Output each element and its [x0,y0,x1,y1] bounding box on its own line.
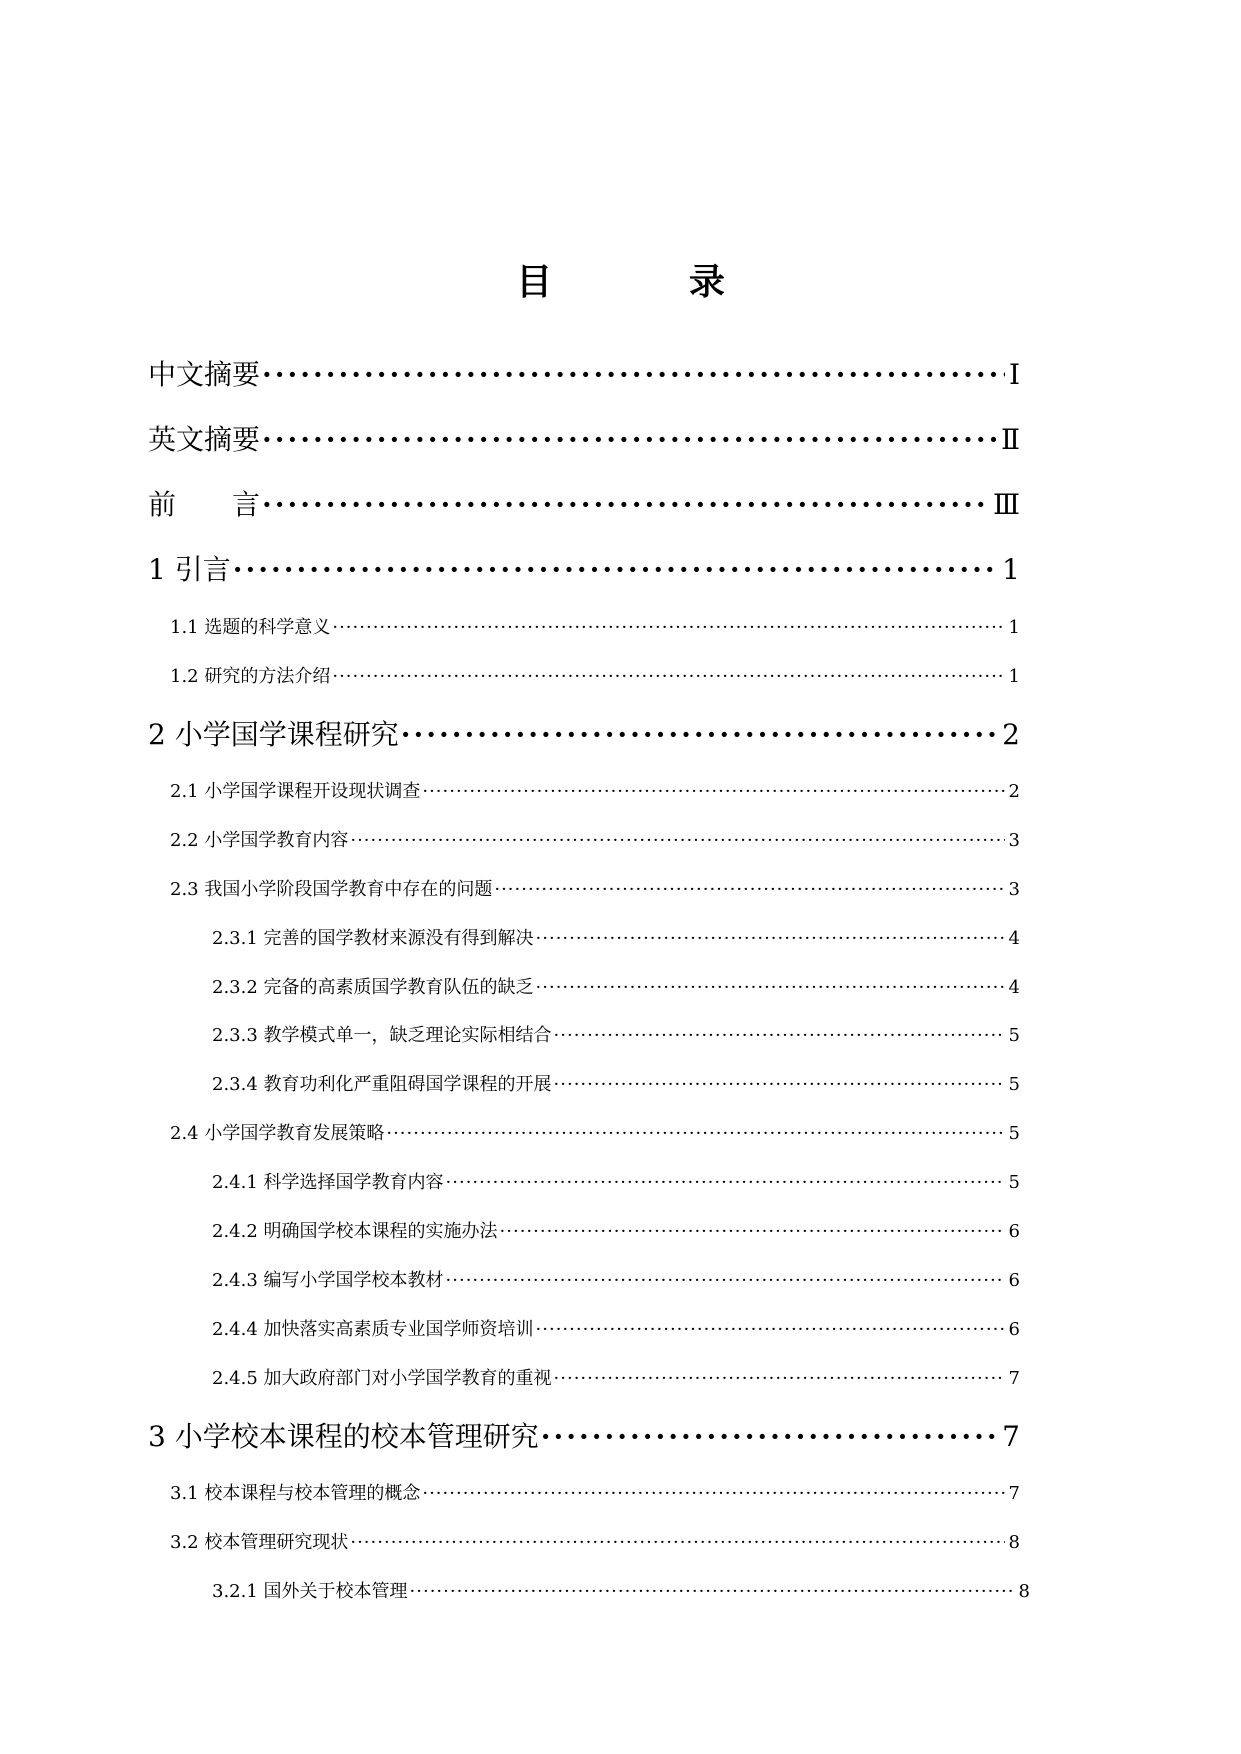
toc-page-number: 8 [1008,1532,1020,1553]
toc-entry-2-4-3[interactable] [212,1266,1020,1296]
toc-label: 2.4.3 编写小学国学校本教材 [212,1270,444,1291]
dot-leader [386,1119,1004,1149]
toc-label-part: 言 [232,488,261,521]
toc-label-part: 前 [148,488,177,521]
toc-entry-2-4-2[interactable] [212,1217,1020,1247]
toc-page-number: 1 [1002,553,1020,586]
toc-page-number: 4 [1008,977,1020,998]
toc-label: 3.2 校本管理研究现状 [170,1532,349,1553]
toc-page-number: 3 [1008,879,1020,900]
toc-entry-2-3[interactable] [170,875,1020,905]
toc-page-number: Ⅱ [1000,423,1020,456]
toc-page-number: 4 [1008,928,1020,949]
toc-label: 2.3.4 教育功利化严重阻碍国学课程的开展 [212,1074,552,1095]
toc-entry-2-3-2[interactable] [212,973,1020,1003]
toc-entry-3-2-1[interactable] [212,1577,1030,1607]
page-title: 目 录 [516,262,776,303]
toc-entry-chapter-2[interactable] [148,715,1020,755]
toc-label: 2.4.5 加大政府部门对小学国学教育的重视 [212,1368,552,1389]
toc-label: 1 引言 [148,553,231,586]
dot-leader [536,973,1005,1003]
dot-leader [536,924,1005,954]
toc-entry-2-4-4[interactable] [212,1315,1020,1345]
toc-page-number: 1 [1008,617,1020,638]
toc-page-number: 5 [1008,1025,1020,1046]
toc-entry-chinese-abstract[interactable] [148,355,1020,395]
toc-label: 3 小学校本课程的校本管理研究 [148,1420,539,1453]
dot-leader [541,1417,998,1457]
toc-entry-preface[interactable] [148,485,1020,525]
toc-label: 中文摘要 [148,358,261,391]
dot-leader [410,1577,1015,1607]
toc-entry-english-abstract[interactable] [148,420,1020,460]
toc-label: 2.4.1 科学选择国学教育内容 [212,1172,444,1193]
toc-page-number: 2 [1008,781,1020,802]
dot-leader [554,1070,1005,1100]
dot-leader [446,1266,1005,1296]
dot-leader [401,715,998,755]
toc-page-number: 5 [1008,1074,1020,1095]
toc-page-number: 7 [1002,1420,1020,1453]
toc-page-number: 6 [1008,1221,1020,1242]
dot-leader [446,1168,1005,1198]
toc-label: 1.1 选题的科学意义 [170,617,331,638]
dot-leader [554,1364,1005,1394]
dot-leader [350,826,1004,856]
toc-label: 3.1 校本课程与校本管理的概念 [170,1483,421,1504]
toc-page-number: 6 [1008,1319,1020,1340]
toc-entry-chapter-3[interactable] [148,1417,1020,1457]
toc-entry-2-3-4[interactable] [212,1070,1020,1100]
toc-label: 2 小学国学课程研究 [148,718,399,751]
dot-leader [262,485,989,525]
toc-entry-2-1[interactable] [170,777,1020,807]
toc-entry-2-4-5[interactable] [212,1364,1020,1394]
toc-entry-1-2[interactable] [170,662,1020,692]
toc-page-number: 5 [1008,1172,1020,1193]
dot-leader [500,1217,1005,1247]
toc-entry-2-4[interactable] [170,1119,1020,1149]
toc-label: 2.3.2 完备的高素质国学教育队伍的缺乏 [212,977,534,998]
toc-page-number: Ⅰ [1008,358,1020,391]
toc-label [148,485,260,525]
dot-leader [350,1528,1004,1558]
toc-page-number: 6 [1008,1270,1020,1291]
toc-label: 2.4 小学国学教育发展策略 [170,1123,385,1144]
toc-page-number: 5 [1008,1123,1020,1144]
toc-label: 2.1 小学国学课程开设现状调查 [170,781,421,802]
toc-entry-2-3-3[interactable] [212,1021,1020,1051]
dot-leader [422,1479,1004,1509]
toc-page-number: 7 [1008,1483,1020,1504]
dot-leader [332,613,1004,643]
toc-page-number: Ⅲ [992,488,1020,521]
toc-label: 2.3.3 教学模式单一，缺乏理论实际相结合 [212,1025,552,1046]
toc-label: 2.4.4 加快落实高素质专业国学师资培训 [212,1319,534,1340]
toc-entry-2-2[interactable] [170,826,1020,856]
toc-label: 3.2.1 国外关于校本管理 [212,1581,408,1602]
dot-leader [536,1315,1005,1345]
toc-page-number: 2 [1002,718,1020,751]
toc-entry-1-1[interactable] [170,613,1020,643]
toc-label: 1.2 研究的方法介绍 [170,666,331,687]
toc-label: 2.2 小学国学教育内容 [170,830,349,851]
toc-label: 2.4.2 明确国学校本课程的实施办法 [212,1221,498,1242]
dot-leader [262,355,1005,395]
toc-entry-2-3-1[interactable] [212,924,1020,954]
toc-entry-2-4-1[interactable] [212,1168,1020,1198]
toc-page-number: 8 [1018,1581,1030,1602]
dot-leader [494,875,1004,905]
toc-label: 2.3 我国小学阶段国学教育中存在的问题 [170,879,493,900]
dot-leader [332,662,1004,692]
toc-page-number: 3 [1008,830,1020,851]
dot-leader [554,1021,1005,1051]
toc-entry-3-2[interactable] [170,1528,1020,1558]
toc-entry-3-1[interactable] [170,1479,1020,1509]
toc-label: 英文摘要 [148,423,261,456]
dot-leader [422,777,1004,807]
toc-page-number: 1 [1008,666,1020,687]
toc-entry-chapter-1[interactable] [148,550,1020,590]
dot-leader [262,420,997,460]
toc-label: 2.3.1 完善的国学教材来源没有得到解决 [212,928,534,949]
dot-leader [233,550,998,590]
toc-page-number: 7 [1008,1368,1020,1389]
